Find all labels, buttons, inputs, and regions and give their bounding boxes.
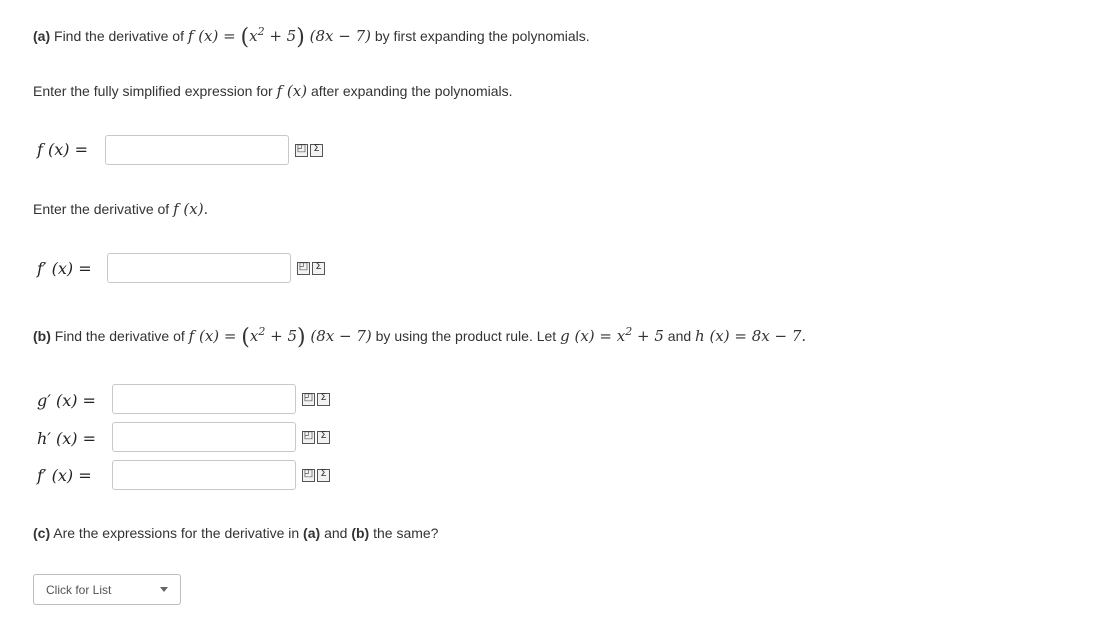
equation-editor-icon[interactable]: Σ <box>317 431 330 444</box>
g-definition: g $(x) = x^2 + 5$ <box>560 325 664 345</box>
fx-inline-math: f (x) <box>276 82 308 100</box>
fx-inline-math: f (x) <box>173 200 204 218</box>
fprime-answer-tools-a <box>297 262 325 275</box>
part-c-and: and <box>324 525 348 541</box>
equation-editor-icon[interactable]: Σ <box>312 262 325 275</box>
part-a-lead: Find the derivative of <box>54 28 184 44</box>
fx-label: f (x) = <box>37 140 89 159</box>
preview-icon[interactable]: ◰ <box>302 431 315 444</box>
part-a-tail: by first expanding the polynomials. <box>374 28 590 44</box>
part-c-prompt <box>33 525 438 541</box>
hprime-answer-input[interactable] <box>112 422 296 452</box>
preview-icon[interactable]: ◰ <box>302 469 315 482</box>
part-b-and: and <box>667 328 692 344</box>
equation-editor-icon[interactable]: Σ <box>317 393 330 406</box>
part-a-label: (a) <box>33 28 51 44</box>
h-definition: h (x) = 8x − 7. <box>695 327 807 345</box>
preview-icon[interactable]: ◰ <box>302 393 315 406</box>
equation-editor-icon[interactable]: Σ <box>310 144 323 157</box>
part-c-a-ref: (a) <box>303 525 321 541</box>
fprime-label-b: f′ (x) = <box>37 466 92 485</box>
part-a-instruction-derivative: Enter the derivative of f (x). <box>33 200 209 218</box>
chevron-down-icon <box>160 587 168 592</box>
instruction-derivative-text: Enter the derivative of <box>33 201 170 217</box>
part-c-label: (c) <box>33 525 51 541</box>
fprime-answer-input-a[interactable] <box>107 253 291 283</box>
fprime-answer-input-b[interactable] <box>112 460 296 490</box>
dropdown-value: Click for List <box>46 582 112 597</box>
part-b-function-expression: f $(x) = (x^2 + 5) (8x - 7)$ <box>188 325 372 350</box>
gprime-label: g′ (x) = <box>37 391 96 410</box>
instruction-expand-text: Enter the fully simplified expression for <box>33 83 273 99</box>
hprime-label: h′ (x) = <box>37 429 97 448</box>
fx-answer-input[interactable] <box>105 135 289 165</box>
part-a-function-expression: f $(x) = (x^2 + 5) (8x - 7)$ <box>187 25 371 50</box>
hprime-answer-tools <box>302 431 330 444</box>
gprime-answer-tools <box>302 393 330 406</box>
same-answer-dropdown[interactable] <box>33 574 181 605</box>
part-b-lead: Find the derivative of <box>54 328 185 344</box>
fx-answer-tools <box>295 144 323 157</box>
instruction-expand-tail: after expanding the polynomials. <box>310 83 513 99</box>
part-c-question: Are the expressions for the derivative in <box>53 525 300 541</box>
part-b-tail: by using the product rule. Let <box>375 328 557 344</box>
preview-icon[interactable]: ◰ <box>295 144 308 157</box>
gprime-answer-input[interactable] <box>112 384 296 414</box>
fprime-label-a: f′ (x) = <box>37 259 92 278</box>
part-a-instruction-expand <box>33 82 513 100</box>
part-a-prompt <box>33 22 590 50</box>
fprime-answer-tools-b <box>302 469 330 482</box>
part-b-prompt <box>33 322 807 350</box>
preview-icon[interactable]: ◰ <box>297 262 310 275</box>
part-c-b-ref: (b) <box>351 525 370 541</box>
equation-editor-icon[interactable]: Σ <box>317 469 330 482</box>
part-c-question-end: the same? <box>373 525 439 541</box>
part-b-label: (b) <box>33 328 51 344</box>
